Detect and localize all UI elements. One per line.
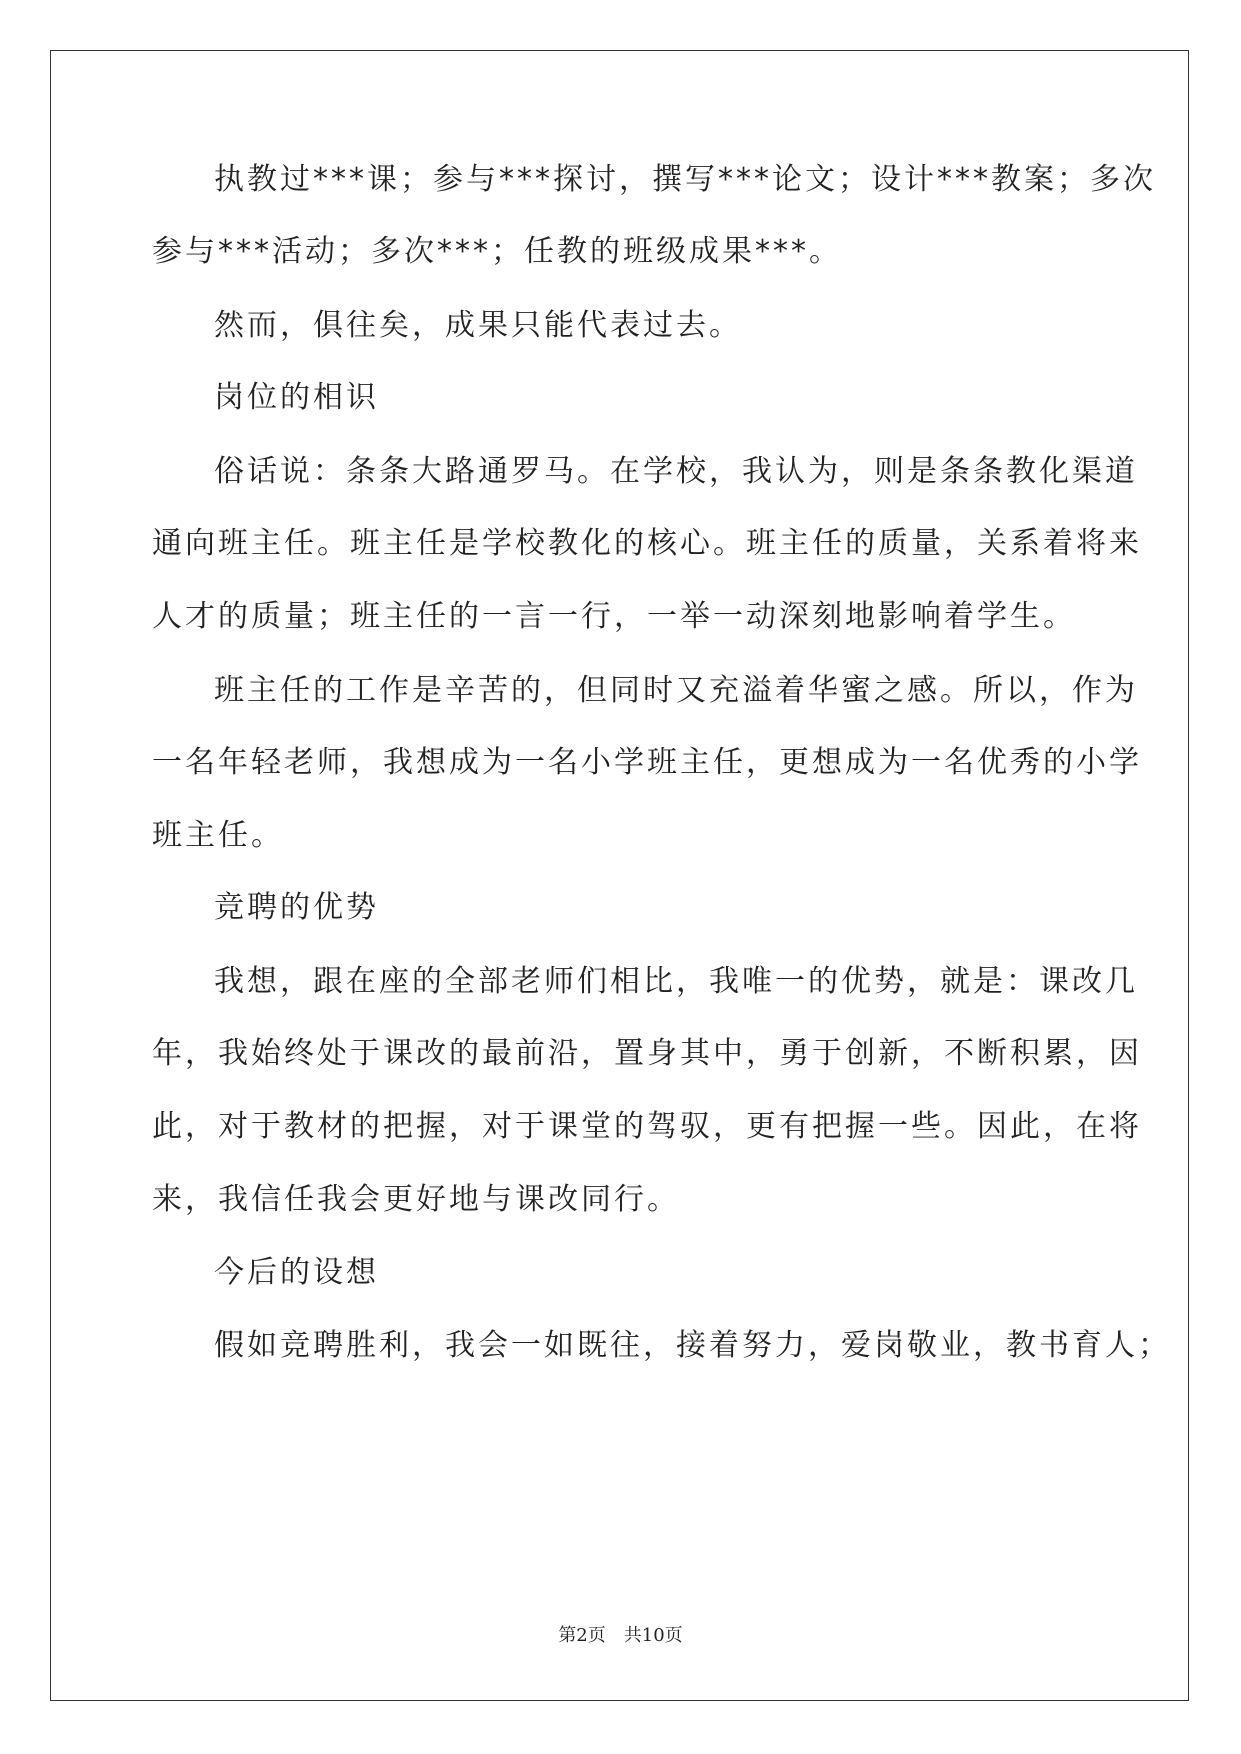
paragraph-line: 然而，俱往矣，成果只能代表过去。 <box>214 308 742 343</box>
paragraph-line: 班主任的工作是辛苦的，但同时又充溢着华蜜之感。所以，作为 <box>214 673 1138 708</box>
paragraph-line: 此，对于教材的把握，对于课堂的驾驭，更有把握一些。因此，在将 <box>152 1109 1142 1144</box>
paragraph-line: 执教过***课；参与***探讨，撰写***论文；设计***教案；多次 <box>214 162 1156 197</box>
paragraph-line: 班主任。 <box>152 818 284 853</box>
paragraph-line: 俗话说：条条大路通罗马。在学校，我认为，则是条条教化渠道 <box>214 454 1138 489</box>
paragraph-line: 我想，跟在座的全部老师们相比，我唯一的优势，就是：课改几 <box>214 964 1138 999</box>
section-heading: 岗位的相识 <box>214 380 379 415</box>
section-heading: 今后的设想 <box>214 1255 379 1290</box>
paragraph-line: 来，我信任我会更好地与课改同行。 <box>152 1182 680 1217</box>
paragraph-line: 参与***活动；多次***；任教的班级成果***。 <box>152 234 842 269</box>
paragraph-line: 一名年轻老师，我想成为一名小学班主任，更想成为一名优秀的小学 <box>152 745 1142 780</box>
page-footer <box>0 1624 1241 1648</box>
paragraph-line: 假如竞聘胜利，我会一如既往，接着努力，爱岗敬业，教书育人； <box>214 1328 1171 1363</box>
paragraph-line: 年，我始终处于课改的最前沿，置身其中，勇于创新，不断积累，因 <box>152 1036 1142 1071</box>
page-border <box>50 50 1189 1701</box>
page-number: 第2页 共10页 <box>558 1625 683 1646</box>
paragraph-line: 人才的质量；班主任的一言一行，一举一动深刻地影响着学生。 <box>152 599 1076 634</box>
paragraph-line: 通向班主任。班主任是学校教化的核心。班主任的质量，关系着将来 <box>152 526 1142 561</box>
section-heading: 竞聘的优势 <box>214 890 379 925</box>
